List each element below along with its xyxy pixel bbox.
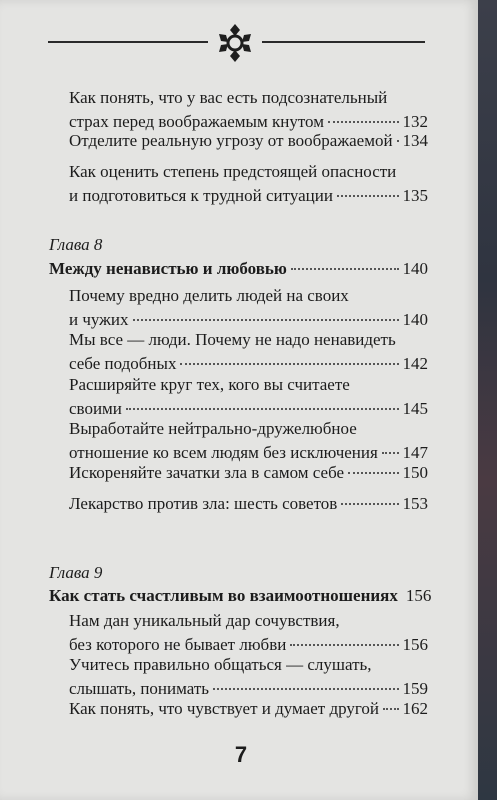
toc-entry-line: Нам дан уникальный дар сочувствия, — [69, 611, 340, 630]
chapter-title: Как стать счастливым во взаимоотношениях — [49, 586, 398, 605]
toc-entry-line: себе подобных — [69, 354, 177, 373]
toc-entry-line: Расширяйте круг тех, кого вы считаете — [69, 375, 350, 394]
toc-entry-line: Почему вредно делить людей на своих — [69, 286, 349, 305]
chapter-title-entry — [49, 257, 428, 281]
leader-dots — [328, 120, 399, 123]
toc-entry — [69, 129, 428, 153]
page-number: 140 — [402, 310, 428, 329]
toc-entry-line: Выработайте нейтрально-дружелюбное — [69, 419, 357, 438]
toc-entry-line: Мы все — люди. Почему не надо ненавидеть — [69, 330, 396, 349]
header-rule-right — [262, 41, 425, 43]
toc-entry-line: страх перед воображаемым кнутом — [69, 112, 324, 131]
chapter-label: Глава 9 — [49, 563, 103, 582]
page-number: 142 — [402, 354, 428, 373]
toc-entry — [69, 653, 428, 701]
page-number: 156 — [402, 635, 428, 654]
page-number: 134 — [402, 131, 428, 150]
page-number: 135 — [402, 186, 428, 205]
flower-ornament-icon — [214, 22, 256, 64]
leader-dots — [290, 643, 398, 646]
toc-entry-line: и подготовиться к трудной ситуации — [69, 186, 333, 205]
leader-dots — [382, 451, 399, 454]
chapter-title: Между ненавистью и любовью — [49, 259, 287, 278]
page-number: 156 — [405, 586, 432, 605]
leader-dots — [213, 687, 398, 690]
toc-entry-line: слышать, понимать — [69, 679, 210, 698]
toc-entry-line: отношение ко всем людям без исключения — [69, 443, 378, 462]
background-edge — [478, 0, 497, 800]
toc-entry — [69, 697, 428, 721]
toc-entry-line: и чужих — [69, 310, 129, 329]
chapter-label: Глава 8 — [49, 235, 103, 254]
toc-entry — [69, 461, 428, 485]
toc-entry — [69, 417, 428, 465]
page-number: 145 — [402, 399, 428, 418]
toc-entry-line: Как понять, что чувствует и думает другой — [69, 699, 380, 718]
toc-entry — [69, 492, 428, 516]
toc-entry-line: Как оценить степень предстоящей опасности — [69, 162, 397, 181]
toc-entry-line: Как понять, что у вас есть подсознательный — [69, 88, 388, 107]
toc-entry-line: Лекарство против зла: шесть советов — [69, 494, 338, 513]
toc-entry-line: Искореняйте зачатки зла в самом себе — [69, 463, 345, 482]
leader-dots — [397, 139, 399, 142]
toc-entry — [69, 373, 428, 421]
toc-entry — [69, 609, 428, 657]
chapter-title-entry — [49, 584, 432, 608]
leader-dots — [133, 318, 399, 321]
toc-entry-line: Отделите реальную угрозу от воображаемой — [69, 131, 393, 150]
leader-dots — [337, 194, 399, 197]
page-number: 153 — [402, 494, 428, 513]
leader-dots — [180, 362, 398, 365]
toc-entry — [69, 284, 428, 332]
toc-entry — [69, 86, 428, 134]
leader-dots — [348, 471, 398, 474]
toc-entry — [69, 160, 428, 208]
page-number: 150 — [402, 463, 428, 482]
leader-dots — [291, 267, 399, 270]
toc-entry-line: Учитесь правильно общаться — слушать, — [69, 655, 372, 674]
page-number: 140 — [402, 259, 428, 278]
leader-dots — [383, 707, 398, 710]
page-number: 162 — [402, 699, 428, 718]
page-number: 132 — [402, 112, 428, 131]
toc-entry-line: своими — [69, 399, 122, 418]
leader-dots — [341, 502, 398, 505]
leader-dots — [126, 407, 399, 410]
header-rule-left — [48, 41, 208, 43]
page-folio: 7 — [234, 742, 248, 767]
toc-entry-line: без которого не бывает любви — [69, 635, 287, 654]
page-number: 159 — [402, 679, 428, 698]
toc-entry — [69, 328, 428, 376]
page-number: 147 — [402, 443, 428, 462]
